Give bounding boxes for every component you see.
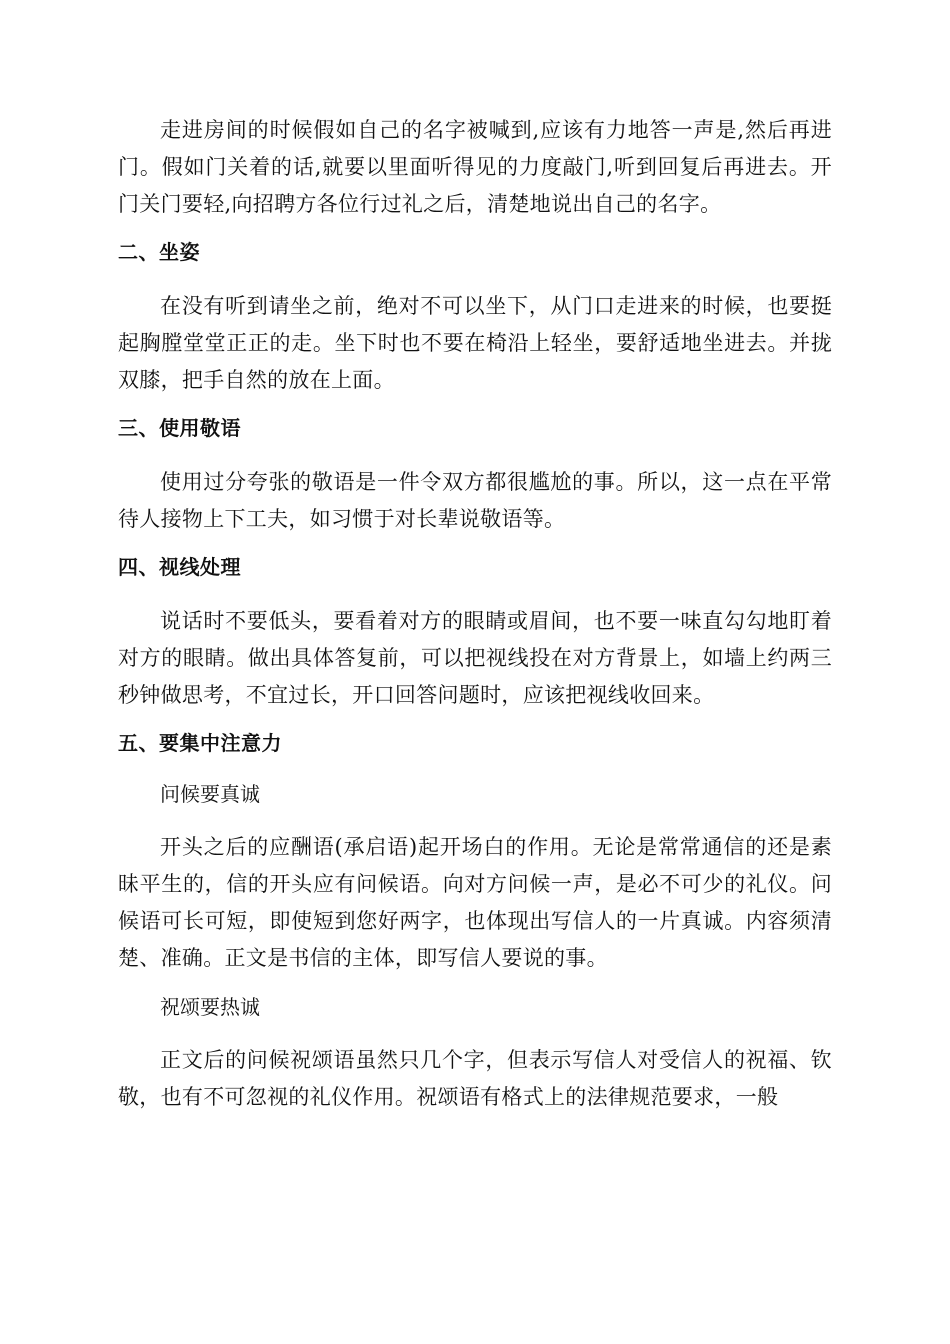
- paragraph-honorifics: 使用过分夸张的敬语是一件令双方都很尴尬的事。所以，这一点在平常待人接物上下工夫，如习惯于对长辈说敬语等。: [118, 470, 832, 531]
- section-heading-concentration: 五、要集中注意力: [118, 731, 282, 755]
- subheading-sincere-greeting: 问候要真诚: [160, 782, 260, 806]
- subheading-warm-wishes: 祝颂要热诚: [160, 995, 260, 1019]
- section-heading-eye-contact: 四、视线处理: [118, 555, 241, 579]
- paragraph-entering-room: 走进房间的时候假如自己的名字被喊到,应该有力地答一声是,然后再进门。假如门关着的话,就要以里面听得见的力度敲门,听到回复后再进去。开门关门要轻,向招聘方各位行过礼之后，清楚地说出自己的名字。: [118, 118, 832, 216]
- paragraph-sitting-posture: 在没有听到请坐之前，绝对不可以坐下，从门口走进来的时候，也要挺起胸膛堂堂正正的走。坐下时也不要在椅沿上轻坐，要舒适地坐进去。并拢双膝，把手自然的放在上面。: [118, 294, 832, 392]
- section-heading-honorifics: 三、使用敬语: [118, 416, 241, 440]
- paragraph-warm-wishes: 正文后的问候祝颂语虽然只几个字，但表示写信人对受信人的祝福、钦敬，也有不可忽视的礼仪作用。祝颂语有格式上的法律规范要求，一般: [118, 1048, 832, 1109]
- paragraph-sincere-greeting: 开头之后的应酬语(承启语)起开场白的作用。无论是常常通信的还是素昧平生的，信的开头应有问候语。向对方问候一声，是必不可少的礼仪。问候语可长可短，即使短到您好两字，也体现出写信人的一片真诚。内容须清楚、准确。正文是书信的主体，即写信人要说的事。: [118, 835, 832, 970]
- paragraph-eye-contact: 说话时不要低头，要看着对方的眼睛或眉间，也不要一味直勾勾地盯着对方的眼睛。做出具体答复前，可以把视线投在对方背景上，如墙上约两三秒钟做思考，不宜过长，开口回答问题时，应该把视线收回来。: [118, 609, 832, 707]
- section-heading-sitting-posture: 二、坐姿: [118, 240, 200, 264]
